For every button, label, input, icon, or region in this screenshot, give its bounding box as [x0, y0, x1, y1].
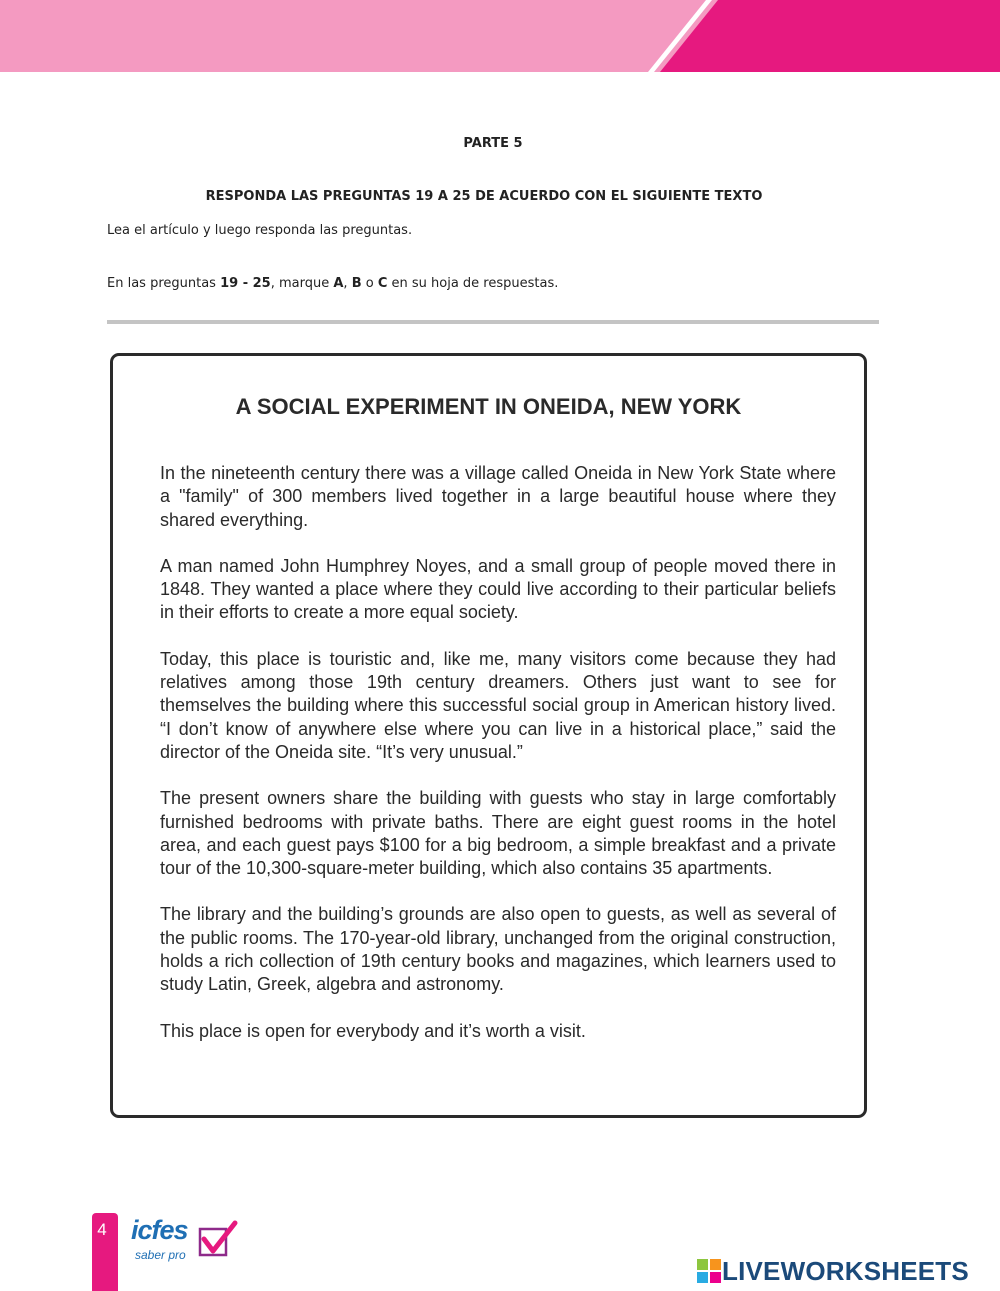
separator-line [107, 320, 879, 324]
article-title: A SOCIAL EXPERIMENT IN ONEIDA, NEW YORK [235, 394, 742, 419]
top-banner [0, 0, 1000, 72]
liveworksheets-watermark: LIVEWORKSHEETS [722, 1256, 969, 1286]
option-a: A [333, 276, 344, 291]
checkmark-icon [198, 1219, 238, 1259]
article-body [160, 462, 836, 1066]
part-title: PARTE 5 [463, 136, 523, 151]
banner-magenta-band [660, 0, 1000, 72]
read-instruction: Lea el artículo y luego responda las preguntas. [107, 223, 413, 238]
liveworksheets-icon [697, 1259, 721, 1283]
instruction-heading: RESPONDA LAS PREGUNTAS 19 A 25 DE ACUERDO CON EL SIGUIENTE TEXTO [205, 189, 763, 204]
article-paragraph: Today, this place is touristic and, like me, many visitors come because they had relatives among those 19th century dreamers. Others just want to see for themselves the building where this successful social group in American history lived. “I don’t know of anywhere else where you can live in a historical place,” said the director of the Oneida site. “It’s very unusual.” [160, 648, 836, 762]
article-paragraph: In the nineteenth century there was a village called Oneida in New York State where a "family" of 300 members lived together in a large beautiful house where they shared everything. [160, 463, 836, 530]
answer-instruction: En las preguntas 19 - 25, marque A, B o C en su hoja de respuestas. [107, 276, 559, 291]
article-paragraph: The library and the building’s grounds are also open to guests, as well as several of the public rooms. The 170-year-old library, unchanged from the original construction, holds a rich collection of 19th century books and magazines, which learners used to study Latin, Greek, algebra and astronomy. [160, 904, 836, 995]
page-number: 4 [97, 1220, 107, 1239]
question-range: 19 - 25 [220, 276, 271, 291]
icfes-logo-text: icfes [131, 1215, 188, 1245]
article-paragraph: A man named John Humphrey Noyes, and a small group of people moved there in 1848. They wanted a place where they could live according to their particular beliefs in their efforts to create a more equal society. [160, 555, 836, 623]
option-c: C [377, 276, 388, 291]
article-paragraph: This place is open for everybody and it’s worth a visit. [160, 1020, 586, 1041]
option-b: B [351, 276, 362, 291]
article-paragraph: The present owners share the building with guests who stay in large comfortably furnished bedrooms with private baths. There are eight guest rooms in the hotel area, and each guest pays $100 for a big bedroom, a simple breakfast and a private tour of the 10,300-square-meter building, which also contains 35 apartments. [160, 788, 836, 879]
icfes-logo-subtitle: saber pro [135, 1248, 186, 1262]
